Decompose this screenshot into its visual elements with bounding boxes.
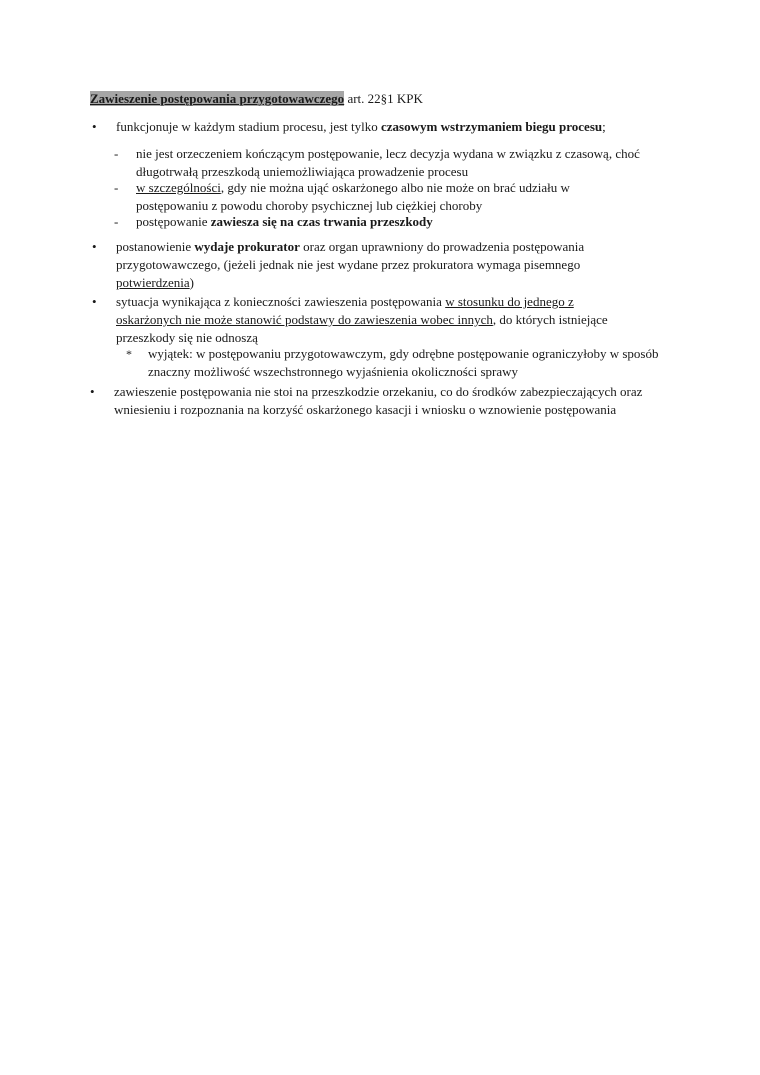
sub-item: w szczególności, gdy nie można ująć oskarżonego albo nie może on brać udziału w postępowaniu z powodu choroby psychicznej lub ciężkiej choroby	[136, 180, 570, 213]
bullet-icon: •	[92, 294, 97, 309]
bullet-icon: •	[92, 239, 97, 254]
dash-icon: -	[114, 214, 119, 229]
title-highlight: Zawieszenie postępowania przygotowawczego	[90, 91, 345, 106]
sub-item: wyjątek: w postępowaniu przygotowawczym, gdy odrębne postępowanie ograniczyłoby w sposób znaczny możliwość wszechstronnego wyjaśnienia okoliczności sprawy	[148, 346, 659, 379]
sub-item: postępowanie zawiesza się na czas trwania przeszkody	[136, 214, 433, 229]
dash-icon: -	[114, 180, 119, 195]
list-item: postanowienie wydaje prokurator oraz organ uprawniony do prowadzenia postępowania przygotowawczego, (jeżeli jednak nie jest wydane przez prokuratora wymaga pisemnego potwierdzenia)	[116, 239, 585, 290]
list-item: sytuacja wynikająca z konieczności zawieszenia postępowania w stosunku do jednego z oskarżonych nie może stanowić podstawy do zawieszenia wobec innych, do których istniejące przeszkody się nie odnoszą	[116, 294, 608, 345]
list-item: zawieszenie postępowania nie stoi na przeszkodzie orzekaniu, co do środków zabezpieczających oraz wniesieniu i rozpoznania na korzyść oskarżonego kasacji i wniosku o wznowienie postępowania	[114, 384, 643, 417]
title-article: art. 22§1 KPK	[344, 91, 423, 106]
bullet-icon: •	[92, 119, 97, 134]
bullet-icon: •	[90, 384, 95, 399]
dash-icon: -	[114, 146, 119, 161]
sub-item: nie jest orzeczeniem kończącym postępowanie, lecz decyzja wydana w związku z czasową, choć długotrwałą przeszkodą uniemożliwiająca prowadzenie procesu	[136, 146, 640, 179]
list-item: funkcjonuje w każdym stadium procesu, jest tylko czasowym wstrzymaniem biegu procesu;	[116, 119, 606, 134]
page-title	[90, 90, 423, 108]
asterisk-icon: *	[126, 347, 132, 361]
